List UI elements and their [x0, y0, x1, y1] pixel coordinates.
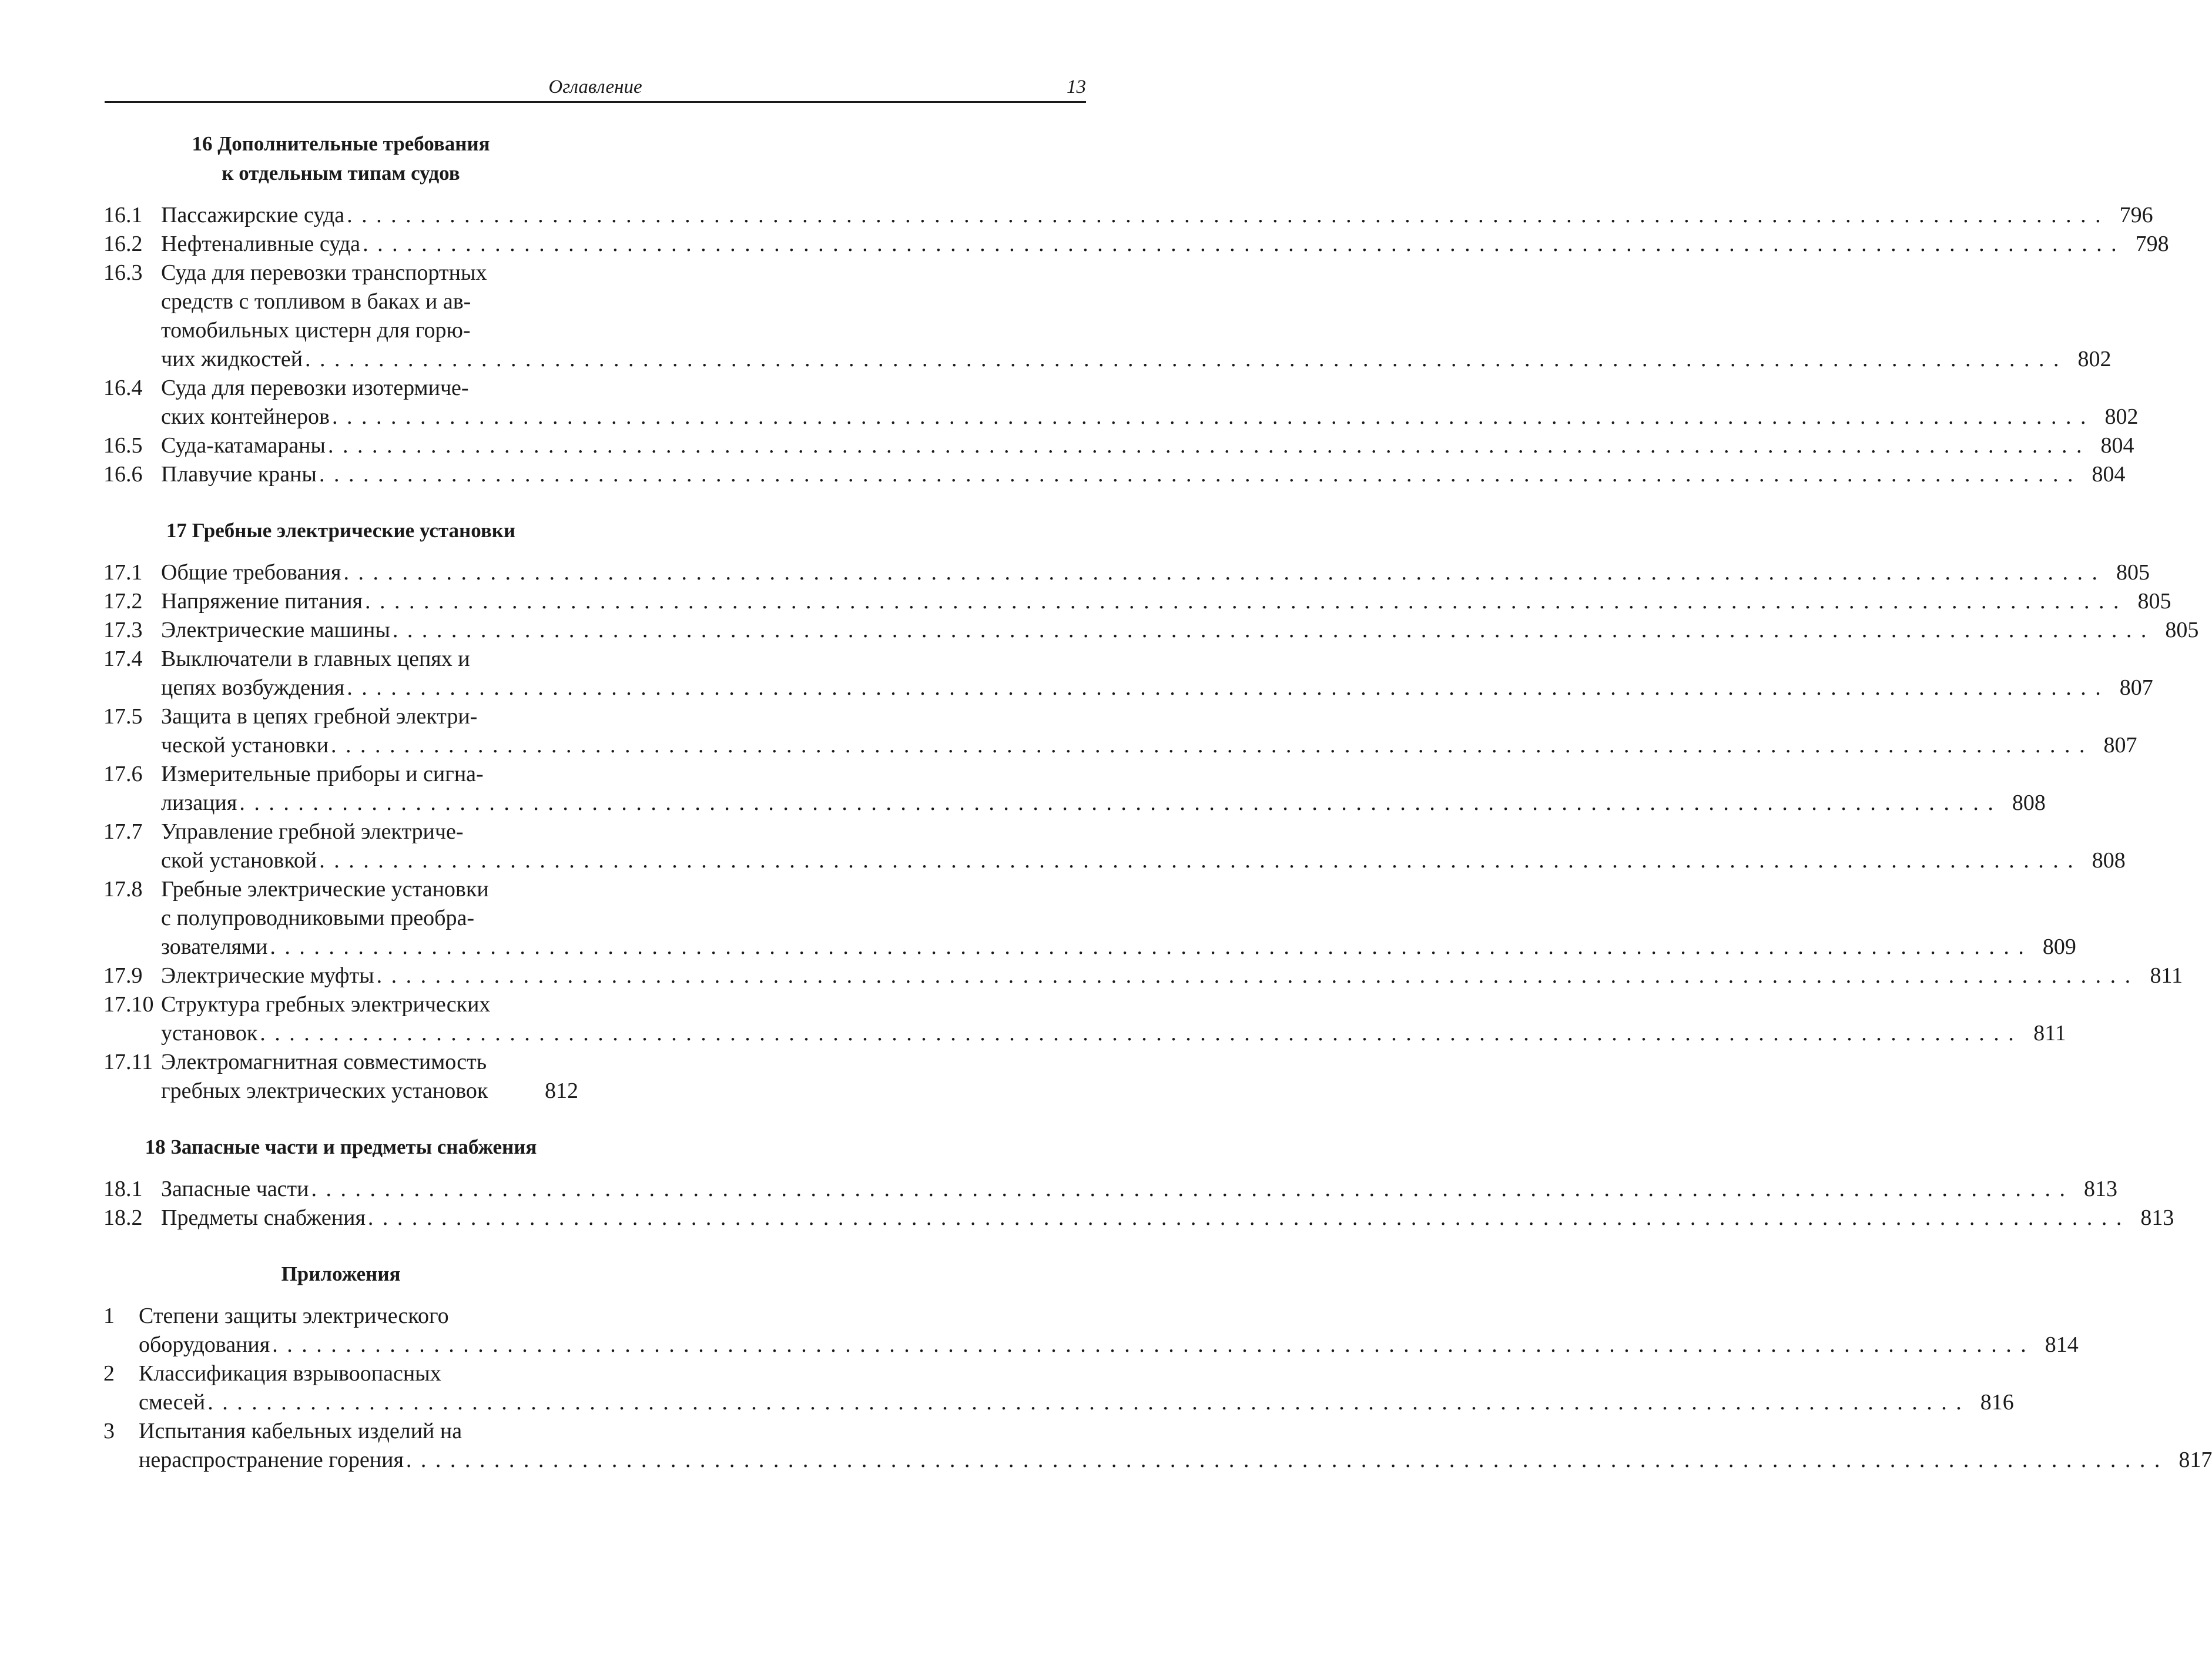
dot-leader: . . . . . . . . . . . . . . . . . . . . . . . . . . . . . . . . . . . . . . . . . . . . . . . . . . . . . . . . . . . . . . . . . . . . . . . . . . . . . . . . . . . . . . . . . . . . . . . . . . . . . . . . . . . . . . . . . . . . . . . .: [331, 733, 2087, 758]
toc-entry-number: 16.3: [103, 260, 143, 285]
toc-entry-page: 805: [2165, 618, 2199, 642]
toc-entry[interactable]: [103, 1048, 578, 1105]
toc-entry-number: 17.7: [103, 819, 143, 844]
section-heading-line: 17 Гребные электрические установки: [166, 519, 516, 542]
toc-entry-title-line: чих жидкостей: [161, 347, 303, 371]
page-number: 13: [1067, 76, 1086, 98]
toc-entry-number: 17.4: [103, 646, 143, 671]
toc-entry[interactable]: [103, 230, 2169, 259]
toc-entry[interactable]: [103, 558, 2150, 587]
toc-entry[interactable]: [103, 1359, 2014, 1417]
toc-entry-number: 16.1: [103, 203, 143, 227]
toc-entry-title-line: Суда для перевозки транспортных: [161, 260, 487, 285]
toc-entry-title-line: нераспространение горения: [139, 1448, 404, 1472]
section-heading-line: к отдельным типам судов: [222, 162, 460, 185]
toc-entry[interactable]: [103, 259, 2112, 374]
toc-entry-title-line: оборудования: [139, 1332, 270, 1357]
toc-entry-number: 16.6: [103, 462, 143, 487]
toc-entry-number: 2: [103, 1361, 115, 1386]
toc-entry-page: 802: [2077, 347, 2112, 371]
toc-entry-title-line: средств с топливом в баках и ав-: [161, 289, 471, 314]
toc-entry-page: 802: [2104, 404, 2139, 429]
toc-entry-list: [103, 201, 2169, 489]
toc-entry-page: 798: [2135, 232, 2169, 256]
dot-leader: . . . . . . . . . . . . . . . . . . . . . . . . . . . . . . . . . . . . . . . . . . . . . . . . . . . . . . . . . . . . . . . . . . . . . . . . . . . . . . . . . . . . . . . . . . . . . . . . . . . . . . . . . . . . . . . . . . . . . . . .: [343, 560, 2099, 585]
toc-entry-title-line: Структура гребных электрических: [161, 992, 491, 1017]
toc-entry-page: 796: [2119, 203, 2153, 227]
toc-entry-title-line: Степени защиты электрического: [139, 1304, 449, 1328]
toc-entry-page: 808: [2012, 790, 2046, 815]
toc-entry-page: 809: [2042, 934, 2076, 959]
dot-leader: . . . . . . . . . . . . . . . . . . . . . . . . . . . . . . . . . . . . . . . . . . . . . . . . . . . . . . . . . . . . . . . . . . . . . . . . . . . . . . . . . . . . . . . . . . . . . . . . . . . . . . . . . . . . . . . . . . . . . . . .: [405, 1448, 2162, 1472]
section-heading-line: 16 Дополнительные требования: [192, 132, 490, 155]
dot-leader: . . . . . . . . . . . . . . . . . . . . . . . . . . . . . . . . . . . . . . . . . . . . . . . . . . . . . . . . . . . . . . . . . . . . . . . . . . . . . . . . . . . . . . . . . . . . . . . . . . . . . . . . . . . . . . . . . . . . . . . .: [367, 1205, 2124, 1230]
dot-leader: . . . . . . . . . . . . . . . . . . . . . . . . . . . . . . . . . . . . . . . . . . . . . . . . . . . . . . . . . . . . . . . . . . . . . . . . . . . . . . . . . . . . . . . . . . . . . . . . . . . . . . . . . . . . . . . . . . . . . . . .: [365, 589, 2121, 614]
toc-entry-page: 813: [2084, 1177, 2117, 1201]
toc-entry-number: 1: [103, 1304, 115, 1328]
running-title: Оглавление: [548, 76, 642, 98]
dot-leader: . . . . . . . . . . . . . . . . . . . . . . . . . . . . . . . . . . . . . . . . . . . . . . . . . . . . . . . . . . . . . . . . . . . . . . . . . . . . . . . . . . . . . . . . . . . . . . . . . . . . . . . . . . . . . . . . . . . . . . . .: [319, 462, 2075, 487]
toc-entry-page: 811: [2033, 1021, 2066, 1046]
section-heading-line: 18 Запасные части и предметы снабжения: [145, 1135, 537, 1158]
toc-entry-number: 17.3: [103, 618, 143, 642]
dot-leader: . . . . . . . . . . . . . . . . . . . . . . . . . . . . . . . . . . . . . . . . . . . . . . . . . . . . . . . . . . . . . . . . . . . . . . . . . . . . . . . . . . . . . . . . . . . . . . . . . . . . . . . . . . . . . . . . . . . . . . . .: [239, 790, 1995, 815]
toc-entry-title-line: томобильных цистерн для горю-: [161, 318, 471, 343]
toc-entry-title-line: Испытания кабельных изделий на: [139, 1419, 462, 1443]
dot-leader: . . . . . . . . . . . . . . . . . . . . . . . . . . . . . . . . . . . . . . . . . . . . . . . . . . . . . . . . . . . . . . . . . . . . . . . . . . . . . . . . . . . . . . . . . . . . . . . . . . . . . . . . . . . . . . . . . . . . . . . .: [332, 404, 2088, 429]
toc-entry[interactable]: [103, 990, 2066, 1048]
toc-entry-title-line: с полупроводниковыми преобра-: [161, 906, 475, 930]
dot-leader: . . . . . . . . . . . . . . . . . . . . . . . . . . . . . . . . . . . . . . . . . . . . . . . . . . . . . . . . . . . . . . . . . . . . . . . . . . . . . . . . . . . . . . . . . . . . . . . . . . . . . . . . . . . . . . . . . . . . . . . .: [319, 848, 2075, 873]
dot-leader: . . . . . . . . . . . . . . . . . . . . . . . . . . . . . . . . . . . . . . . . . . . . . . . . . . . . . . . . . . . . . . . . . . . . . . . . . . . . . . . . . . . . . . . . . . . . . . . . . . . . . . . . . . . . . . . . . . . . . . . .: [207, 1390, 1963, 1415]
toc-entry-number: 17.9: [103, 963, 143, 988]
toc-entry-title-line: Нефтеналивные суда: [161, 232, 361, 256]
toc-entry-title-line: Суда для перевозки изотермиче-: [161, 376, 469, 400]
toc-entry-list: [103, 1175, 2174, 1232]
toc-entry-number: 18.1: [103, 1177, 143, 1201]
toc-entry-page: 811: [2150, 963, 2183, 988]
toc-entry[interactable]: [103, 818, 2126, 875]
toc-entry-title-line: Запасные части: [161, 1177, 309, 1201]
toc-entry[interactable]: [103, 431, 2134, 460]
toc-entry[interactable]: [103, 760, 2046, 818]
toc-entry-number: 16.2: [103, 232, 143, 256]
toc-entry-number: 17.11: [103, 1050, 153, 1074]
toc-entry-title-line: зователями: [161, 934, 268, 959]
toc-entry-title-line: лизация: [161, 790, 237, 815]
toc-entry-page: 814: [2045, 1332, 2079, 1357]
dot-leader: . . . . . . . . . . . . . . . . . . . . . . . . . . . . . . . . . . . . . . . . . . . . . . . . . . . . . . . . . . . . . . . . . . . . . . . . . . . . . . . . . . . . . . . . . . . . . . . . . . . . . . . . . . . . . . . . . . . . . . . .: [327, 433, 2084, 458]
toc-entry-page: 805: [2116, 560, 2150, 585]
toc-entry-title-line: цепях возбуждения: [161, 675, 345, 700]
toc-entry-page: 816: [1980, 1390, 2014, 1415]
toc-entry-page: 807: [2103, 733, 2137, 758]
dot-leader: . . . . . . . . . . . . . . . . . . . . . . . . . . . . . . . . . . . . . . . . . . . . . . . . . . . . . . . . . . . . . . . . . . . . . . . . . . . . . . . . . . . . . . . . . . . . . . . . . . . . . . . . . . . . . . . . . . . . . . . .: [392, 618, 2149, 642]
toc-entry[interactable]: [103, 1302, 2079, 1359]
toc-entry-title-line: смесей: [139, 1390, 206, 1415]
toc-entry-page: 804: [2092, 462, 2126, 487]
toc-entry-page: 813: [2140, 1205, 2174, 1230]
toc-entry-page: 817: [2179, 1448, 2212, 1472]
toc-entry[interactable]: [103, 1175, 2117, 1204]
toc-entry-title-line: Классификация взрывоопасных: [139, 1361, 441, 1386]
toc-entry-page: 807: [2119, 675, 2153, 700]
toc-entry-title-line: Пассажирские суда: [161, 203, 345, 227]
toc-entry[interactable]: [103, 1204, 2174, 1232]
toc-entry-title-line: Общие требования: [161, 560, 341, 585]
toc-entry-title-line: Выключатели в главных цепях и: [161, 646, 470, 671]
dot-leader: . . . . . . . . . . . . . . . . . . . . . . . . . . . . . . . . . . . . . . . . . . . . . . . . . . . . . . . . . . . . . . . . . . . . . . . . . . . . . . . . . . . . . . . . . . . . . . . . . . . . . . . . . . . . . . . . . . . . . . . .: [363, 232, 2119, 256]
toc-entry-title-line: Суда-катамараны: [161, 433, 326, 458]
toc-entry-page: 804: [2100, 433, 2134, 458]
toc-entry-title-line: Предметы снабжения: [161, 1205, 366, 1230]
toc-entry[interactable]: [103, 374, 2139, 431]
dot-leader: . . . . . . . . . . . . . . . . . . . . . . . . . . . . . . . . . . . . . . . . . . . . . . . . . . . . . . . . . . . . . . . . . . . . . . . . . . . . . . . . . . . . . . . . . . . . . . . . . . . . . . . . . . . . . . . . . . . . . . . .: [272, 1332, 2028, 1357]
toc-entry[interactable]: [103, 962, 2183, 990]
toc-entry[interactable]: [103, 645, 2153, 702]
toc-entry[interactable]: [103, 702, 2137, 760]
toc-entry-number: 17.5: [103, 704, 143, 729]
toc-entry-title-line: Электромагнитная совместимость: [161, 1050, 487, 1074]
toc-entry-title-line: ской установкой: [161, 848, 317, 873]
toc-entry-number: 17.6: [103, 762, 143, 786]
toc-entry-number: 17.8: [103, 877, 143, 902]
table-of-contents: [103, 129, 2212, 1475]
toc-entry[interactable]: [103, 587, 2171, 616]
toc-entry-title-line: гребных электрических установок: [161, 1078, 488, 1103]
section-heading: [103, 516, 578, 545]
toc-entry-list: [103, 1302, 2212, 1475]
toc-entry[interactable]: [103, 1417, 2212, 1475]
toc-entry-title-line: Защита в цепях гребной электри-: [161, 704, 478, 729]
toc-entry-number: 16.4: [103, 376, 143, 400]
toc-entry-number: 3: [103, 1419, 115, 1443]
dot-leader: . . . . . . . . . . . . . . . . . . . . . . . . . . . . . . . . . . . . . . . . . . . . . . . . . . . . . . . . . . . . . . . . . . . . . . . . . . . . . . . . . . . . . . . . . . . . . . . . . . . . . . . . . . . . . . . . . . . . . . . .: [347, 675, 2103, 700]
toc-entry-number: 17.10: [103, 992, 154, 1017]
toc-entry-number: 16.5: [103, 433, 143, 458]
dot-leader: . . . . . . . . . . . . . . . . . . . . . . . . . . . . . . . . . . . . . . . . . . . . . . . . . . . . . . . . . . . . . . . . . . . . . . . . . . . . . . . . . . . . . . . . . . . . . . . . . . . . . . . . . . . . . . . . . . . . . . . .: [311, 1177, 2067, 1201]
toc-entry-title-line: ских контейнеров: [161, 404, 330, 429]
section-heading: [103, 129, 578, 188]
toc-entry-number: 18.2: [103, 1205, 143, 1230]
section-heading: [103, 1133, 578, 1162]
toc-entry-title-line: Электрические машины: [161, 618, 390, 642]
toc-entry-title-line: Плавучие краны: [161, 462, 317, 487]
dot-leader: . . . . . . . . . . . . . . . . . . . . . . . . . . . . . . . . . . . . . . . . . . . . . . . . . . . . . . . . . . . . . . . . . . . . . . . . . . . . . . . . . . . . . . . . . . . . . . . . . . . . . . . . . . . . . . . . . . . . . . . .: [270, 934, 2026, 959]
toc-entry-title-line: Электрические муфты: [161, 963, 374, 988]
toc-entry[interactable]: [103, 875, 2076, 962]
section-heading: [103, 1259, 578, 1289]
dot-leader: . . . . . . . . . . . . . . . . . . . . . . . . . . . . . . . . . . . . . . . . . . . . . . . . . . . . . . . . . . . . . . . . . . . . . . . . . . . . . . . . . . . . . . . . . . . . . . . . . . . . . . . . . . . . . . . . . . . . . . . .: [305, 347, 2061, 371]
toc-entry[interactable]: [103, 460, 2126, 489]
page-header: [105, 75, 1086, 103]
dot-leader: . . . . . . . . . . . . . . . . . . . . . . . . . . . . . . . . . . . . . . . . . . . . . . . . . . . . . . . . . . . . . . . . . . . . . . . . . . . . . . . . . . . . . . . . . . . . . . . . . . . . . . . . . . . . . . . . . . . . . . . .: [347, 203, 2103, 227]
toc-entry-page: 812: [545, 1078, 578, 1103]
toc-entry-page: 808: [2092, 848, 2126, 873]
toc-entry-number: 17.1: [103, 560, 143, 585]
toc-entry-number: 17.2: [103, 589, 143, 614]
toc-entry[interactable]: [103, 616, 2199, 645]
toc-entry-page: 805: [2137, 589, 2171, 614]
toc-entry-list: [103, 558, 2199, 1105]
dot-leader: . . . . . . . . . . . . . . . . . . . . . . . . . . . . . . . . . . . . . . . . . . . . . . . . . . . . . . . . . . . . . . . . . . . . . . . . . . . . . . . . . . . . . . . . . . . . . . . . . . . . . . . . . . . . . . . . . . . . . . . .: [260, 1021, 2016, 1046]
section-heading-line: Приложения: [281, 1262, 401, 1285]
toc-entry[interactable]: [103, 201, 2153, 230]
dot-leader: . . . . . . . . . . . . . . . . . . . . . . . . . . . . . . . . . . . . . . . . . . . . . . . . . . . . . . . . . . . . . . . . . . . . . . . . . . . . . . . . . . . . . . . . . . . . . . . . . . . . . . . . . . . . . . . . . . . . . . . .: [376, 963, 2133, 988]
toc-entry-title-line: Измерительные приборы и сигна-: [161, 762, 484, 786]
toc-entry-title-line: Управление гребной электриче-: [161, 819, 464, 844]
toc-entry-title-line: Напряжение питания: [161, 589, 363, 614]
toc-entry-title-line: ческой установки: [161, 733, 329, 758]
toc-entry-title-line: установок: [161, 1021, 258, 1046]
toc-entry-title-line: Гребные электрические установки: [161, 877, 489, 902]
